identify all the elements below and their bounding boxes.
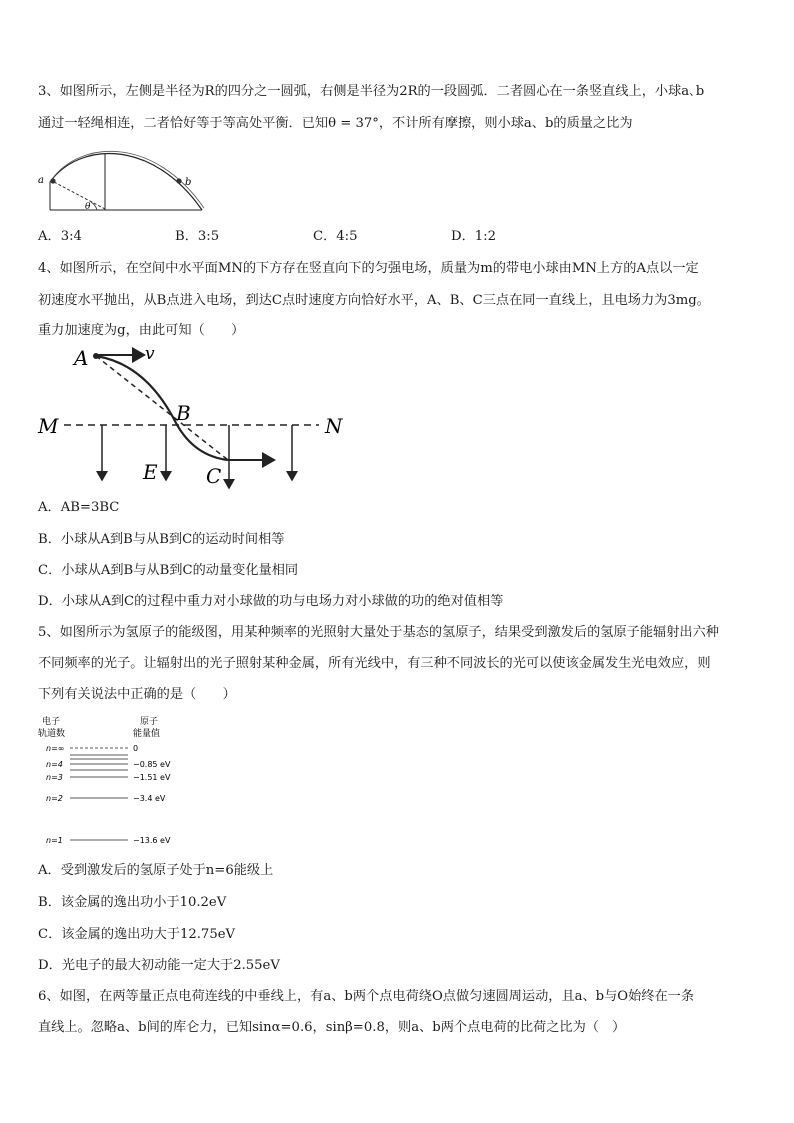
level-e-2: −3.4 eV xyxy=(133,794,166,803)
point-a xyxy=(93,353,99,359)
level-n-2: n=2 xyxy=(46,794,63,803)
q4-figure xyxy=(34,340,354,495)
header-right-1: 原子 xyxy=(140,717,159,727)
q5-stem-line-2: 不同频率的光子。让辐射出的光子照射某种金属，所有光线中，有三种不同波长的光可以使该金属发生光电效应，则 xyxy=(38,656,711,671)
q5-option-c: C．该金属的逸出功大于12.75eV xyxy=(38,927,236,942)
label-theta: θ xyxy=(85,202,91,212)
q3-stem-line-1: 3、如图所示，左侧是半径为R的四分之一圆弧，右侧是半径为2R的一段圆弧．二者圆心在一条竖直线上，小球a､b xyxy=(38,84,705,99)
label-b: b xyxy=(185,177,192,188)
header-left-1: 电子 xyxy=(42,717,61,727)
q3-option-a: A．3:4 xyxy=(38,229,82,244)
q3-stem-line-2: 通过一轻绳相连，二者恰好等于等高处平衡．已知θ = 37°，不计所有摩擦，则小球a、b的质量之比为 xyxy=(38,116,633,131)
q4-stem-line-1: 4、如图所示，在空间中水平面MN的下方存在竖直向下的匀强电场，质量为m的带电小球由MN上方的A点以一定 xyxy=(38,261,699,276)
q3-option-b: B．3:5 xyxy=(175,229,220,244)
q3-option-c: C．4:5 xyxy=(313,229,358,244)
level-e-3: −1.51 eV xyxy=(133,773,171,782)
label-E: E xyxy=(143,460,158,484)
level-n-1: n=1 xyxy=(46,836,63,845)
label-N: N xyxy=(325,414,343,438)
q6-stem-line-2: 直线上。忽略a、b间的库仑力，已知sinα=0.6，sinβ=0.8，则a、b两个点电荷的比荷之比为（ ） xyxy=(38,1020,626,1035)
q3-option-d: D．1:2 xyxy=(451,229,496,244)
label-C: C xyxy=(206,464,222,488)
q3-figure xyxy=(34,140,206,214)
label-v: v xyxy=(145,344,155,364)
q4-option-a: A．AB=3BC xyxy=(38,500,120,515)
q5-option-a: A．受到激发后的氢原子处于n=6能级上 xyxy=(38,863,274,878)
level-e-1: −13.6 eV xyxy=(133,836,171,845)
level-n-4: n=4 xyxy=(46,760,63,769)
level-n-3: n=3 xyxy=(46,773,63,782)
label-A: A xyxy=(74,346,89,370)
energy-level-diagram xyxy=(36,714,196,850)
q4-option-b: B．小球从A到B与从B到C的运动时间相等 xyxy=(38,532,285,547)
ball-a xyxy=(50,178,55,183)
level-e-inf: 0 xyxy=(133,744,139,753)
header-right-2: 能量值 xyxy=(133,729,161,739)
q4-stem-line-2: 初速度水平抛出，从B点进入电场，到达C点时速度方向恰好水平，A、B、C三点在同一直线上，且电场力为3mg。 xyxy=(38,293,710,308)
q5-option-b: B．该金属的逸出功小于10.2eV xyxy=(38,895,227,910)
q5-option-d: D．光电子的最大初动能一定大于2.55eV xyxy=(38,958,280,973)
ball-b xyxy=(176,178,181,183)
q5-stem-line-3: 下列有关说法中正确的是（ ） xyxy=(38,687,236,702)
label-a: a xyxy=(38,175,44,186)
q5-stem-line-1: 5、如图所示为氢原子的能级图，用某种频率的光照射大量处于基态的氢原子，结果受到激发后的氢原子能辐射出六种 xyxy=(38,625,719,640)
q4-option-c: C．小球从A到B与从B到C的动量变化量相同 xyxy=(38,563,299,578)
q4-stem-line-3: 重力加速度为g，由此可知（ ） xyxy=(38,323,245,338)
label-M: M xyxy=(38,414,59,438)
q6-stem-line-1: 6、如图，在两等量正点电荷连线的中垂线上，有a、b两个点电荷绕O点做匀速圆周运动，且a、b与O始终在一条 xyxy=(38,989,695,1004)
level-e-4: −0.85 eV xyxy=(133,760,171,769)
label-B: B xyxy=(176,401,191,425)
header-left-2: 轨道数 xyxy=(38,729,66,739)
level-n-inf: n=∞ xyxy=(46,744,65,753)
q4-option-d: D．小球从A到C的过程中重力对小球做的功与电场力对小球做的功的绝对值相等 xyxy=(38,594,504,609)
